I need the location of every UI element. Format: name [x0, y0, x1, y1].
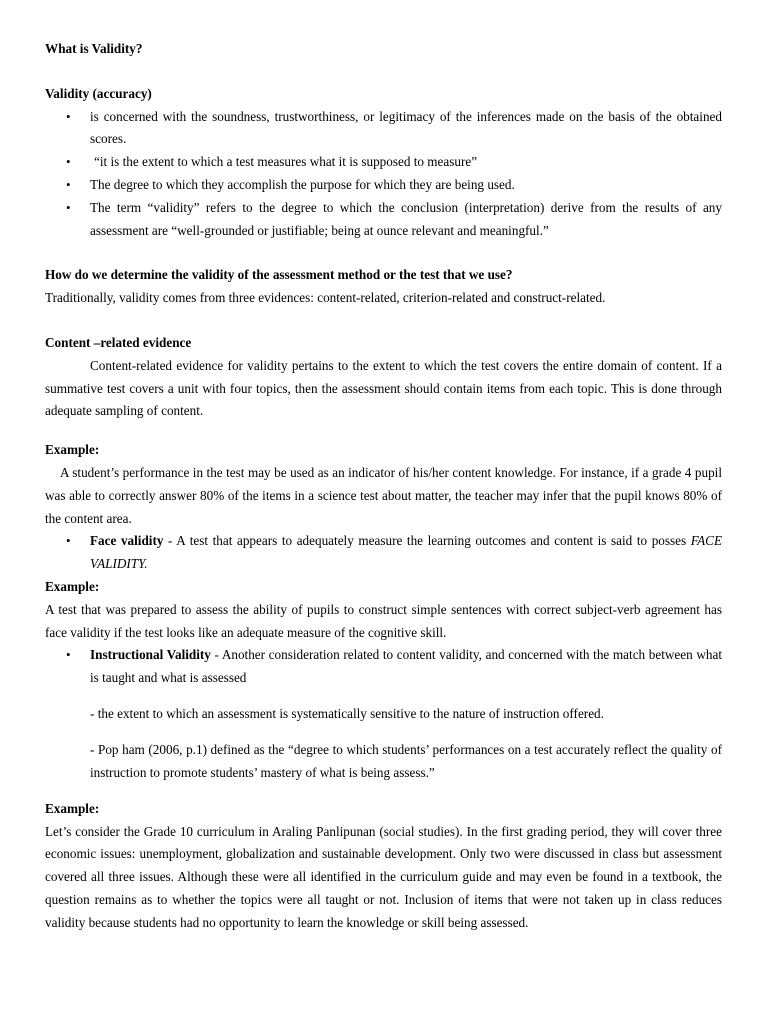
face-validity-term: Face validity	[90, 533, 164, 549]
validity-bullet-list	[45, 106, 722, 243]
list-item-text: “it is the extent to which a test measures what it is supposed to measure”	[94, 154, 478, 170]
list-item	[45, 530, 722, 576]
list-item-text: is concerned with the soundness, trustworthiness, or legitimacy of the inferences made on the basis of the obtained scores.	[90, 108, 722, 147]
example-3-paragraph: Let’s consider the Grade 10 curriculum in Araling Panlipunan (social studies). In the first grading period, they will cover three economic issues: unemployment, globalization and sustainable development. Only two were discussed in class but assessment covered all three issues. Although these were all identified in the curriculum guide and may even be found in a textbook, the question remains as to whether the topics were all taught or not. Inclusion of items that were not taken up in class reduces validity because students had no opportunity to learn the knowledge or skill being assessed.	[45, 823, 722, 930]
list-item	[45, 644, 722, 690]
content-related-heading: Content –related evidence	[45, 334, 192, 350]
example-label: Example:	[45, 578, 100, 594]
list-item-text: The degree to which they accomplish the purpose for which they are being used.	[90, 176, 515, 192]
bullet-icon: •	[66, 108, 71, 124]
bullet-icon: •	[66, 647, 71, 663]
instructional-validity-term: Instructional Validity	[90, 647, 211, 663]
face-validity-list	[45, 530, 722, 576]
question-answer: Traditionally, validity comes from three evidences: content-related, criterion-related and construct-related.	[45, 290, 606, 306]
instructional-validity-line-3: - Pop ham (2006, p.1) defined as the “degree to which students’ performances on a test accurately reflect the quality of instruction to promote students’ mastery of what is being assess.”	[90, 742, 722, 780]
bullet-icon: •	[66, 199, 71, 215]
face-validity-text: - A test that appears to adequately measure the learning outcomes and content is said to posses	[163, 533, 691, 549]
bullet-icon: •	[66, 154, 71, 170]
heading-what-is-validity: What is Validity?	[45, 41, 143, 56]
bullet-icon: •	[66, 533, 71, 549]
question-heading: How do we determine the validity of the assessment method or the test that we use?	[45, 267, 513, 283]
list-item	[45, 106, 722, 152]
document-page	[45, 38, 722, 935]
instructional-validity-line-2: - the extent to which an assessment is systematically sensitive to the nature of instruction offered.	[90, 706, 604, 722]
face-validity-emphasis: FACE VALIDITY.	[90, 533, 722, 572]
list-item	[45, 151, 722, 174]
content-related-paragraph: Content-related evidence for validity pertains to the extent to which the test covers the entire domain of content. If a summative test covers a unit with four topics, then the assessment should contain items from each topic. This is done through adequate sampling of content.	[45, 357, 722, 419]
example-label: Example:	[45, 442, 100, 458]
list-item-text: The term “validity” refers to the degree to which the conclusion (interpretation) derive from the results of any assessment are “well-grounded or justifiable; being at ounce relevant and meaningful.”	[90, 199, 722, 238]
example-label: Example:	[45, 800, 100, 816]
heading-validity-accuracy: Validity (accuracy)	[45, 85, 152, 101]
example-2-paragraph: A test that was prepared to assess the ability of pupils to construct simple sentences with correct subject-verb agreement has face validity if the test looks like an adequate measure of the cognitive skill.	[45, 601, 722, 640]
instructional-validity-list	[45, 644, 722, 690]
instructional-validity-text: - Another consideration related to content validity, and concerned with the match between what is taught and what is assessed	[90, 647, 722, 686]
list-item	[45, 197, 722, 243]
example-1-paragraph: A student’s performance in the test may be used as an indicator of his/her content knowledge. For instance, if a grade 4 pupil was able to correctly answer 80% of the items in a science test about matter, the teacher may infer that the pupil knows 80% of the content area.	[45, 464, 722, 526]
list-item	[45, 174, 722, 197]
bullet-icon: •	[66, 176, 71, 192]
